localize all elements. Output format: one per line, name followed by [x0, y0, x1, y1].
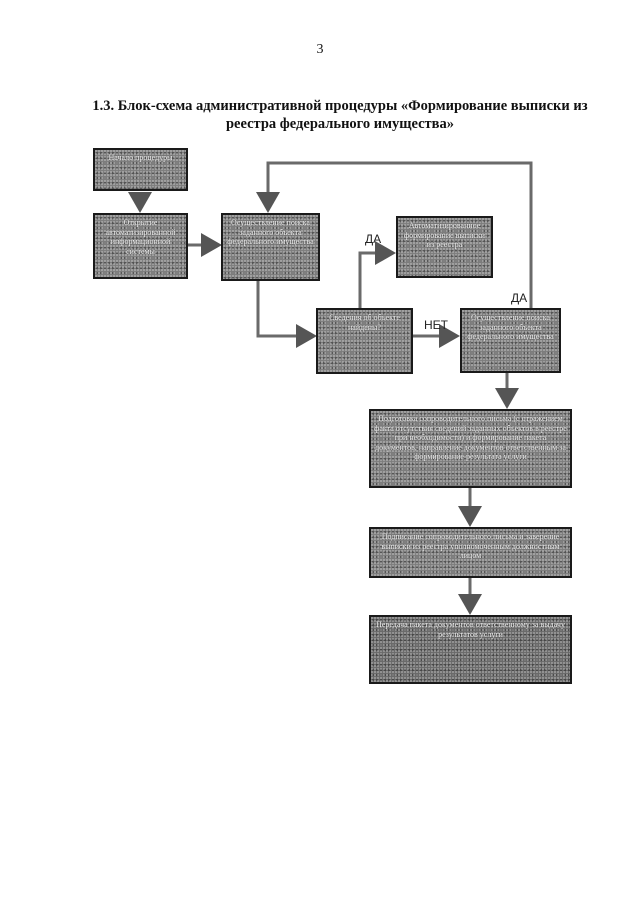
- box-open-system: Открытие автоматизированной информационной системы: [93, 213, 188, 279]
- arrow-search-to-decision: [258, 281, 314, 336]
- box-start: Начало процедуры: [93, 148, 188, 191]
- page-number: 3: [316, 42, 324, 57]
- box-search-object-2: Осуществление поиска заданного объекта федерального имущества: [460, 308, 561, 373]
- arrow-yes-to-auto: [360, 253, 393, 308]
- box-auto-extract: Автоматизированное формирование выписки из реестра: [396, 216, 493, 278]
- box-sign: Подписание сопроводительного письма и заверение выписки из реестра уполномоченным должностным лицом: [369, 527, 572, 578]
- label-yes-1: ДА: [365, 232, 382, 246]
- page-title: 1.3. Блок-схема административной процедуры «Формирование выписки из реестра федерального имущества»: [92, 98, 588, 132]
- box-decision: Сведения об объекте найдены?: [316, 308, 413, 374]
- box-search-object-1: Осуществление поиска заданного объекта федерального имущества: [221, 213, 320, 281]
- box-transfer: Передача пакета документов ответственному за выдачу результатов услуги: [369, 615, 572, 684]
- box-prepare-letter: Подготовка сопроводительного письма (с отражением факта отсутствия сведений заданных объектов в реестре при необходимости) и формирование пакета документов, направление документов ответственным за формирование результата услуги: [369, 409, 572, 488]
- label-yes-2: ДА: [511, 291, 528, 305]
- label-no: НЕТ: [424, 318, 448, 332]
